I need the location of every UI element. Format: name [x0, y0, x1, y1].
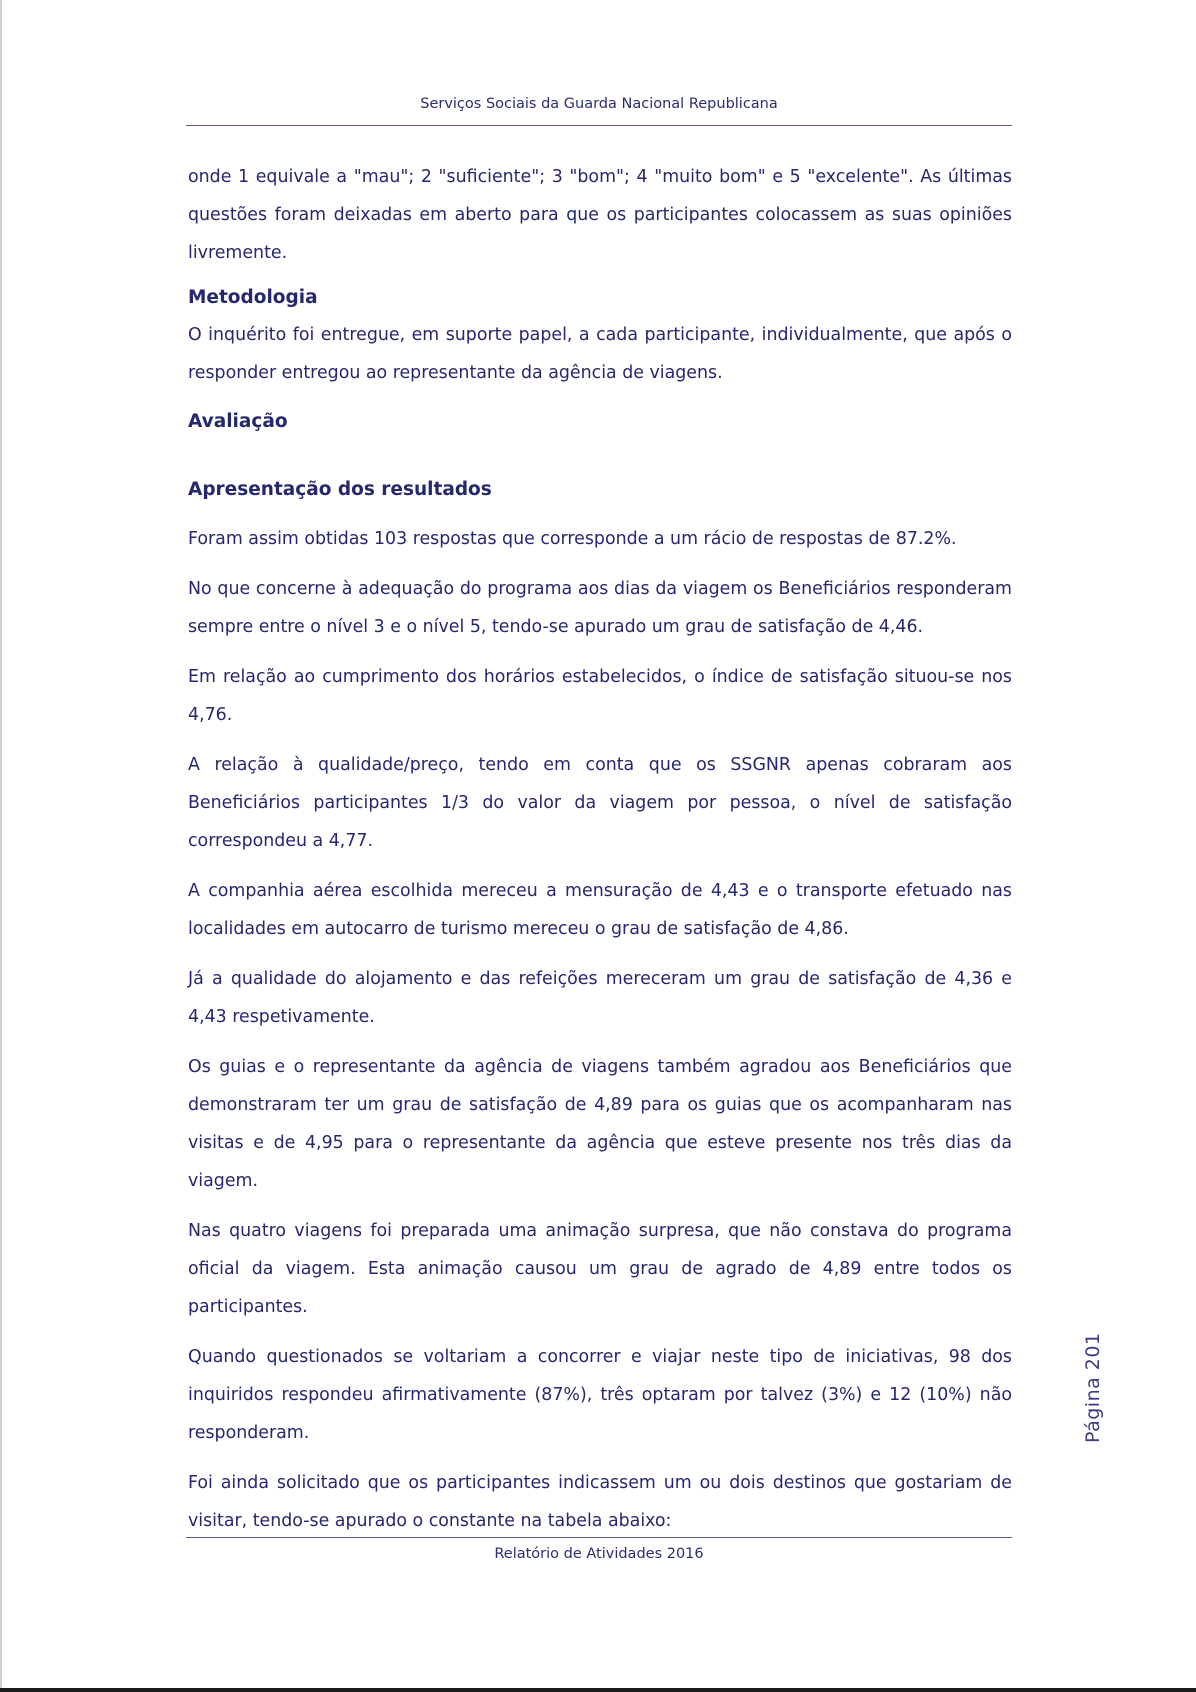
results-paragraph: A relação à qualidade/preço, tendo em conta que os SSGNR apenas cobraram aos Beneficiários participantes 1/3 do valor da viagem por pessoa, o nível de satisfação correspondeu a 4,77. — [188, 755, 1012, 851]
page-number: Página 201 — [1082, 1332, 1104, 1443]
intro-paragraph: onde 1 equivale a "mau"; 2 "suficiente"; 3 "bom"; 4 "muito bom" e 5 "excelente". As últimas questões foram deixadas em aberto para que os participantes colocassem as suas opiniões livremente. — [188, 167, 1012, 263]
results-paragraph: Os guias e o representante da agência de viagens também agradou aos Beneficiários que demonstraram ter um grau de satisfação de 4,89 para os guias que os acompanharam nas visitas e de 4,95 para o representante da agência que esteve presente nos três dias da viagem. — [188, 1057, 1012, 1191]
metodologia-paragraph: O inquérito foi entregue, em suporte papel, a cada participante, individualmente, que após o responder entregou ao representante da agência de viagens. — [188, 325, 1012, 383]
page-footer: Relatório de Atividades 2016 — [494, 1546, 704, 1562]
results-paragraph: Foi ainda solicitado que os participantes indicassem um ou dois destinos que gostariam de visitar, tendo-se apurado o constante na tabela abaixo: — [188, 1473, 1012, 1531]
page-body — [188, 158, 1012, 1540]
results-paragraph: Já a qualidade do alojamento e das refeições mereceram um grau de satisfação de 4,36 e 4,43 respetivamente. — [188, 969, 1012, 1027]
section-heading-resultados: Apresentação dos resultados — [188, 479, 492, 500]
results-paragraph: Quando questionados se voltariam a concorrer e viajar neste tipo de iniciativas, 98 dos inquiridos respondeu afirmativamente (87%), três optaram por talvez (3%) e 12 (10%) não responderam. — [188, 1347, 1012, 1443]
results-paragraph: Foram assim obtidas 103 respostas que corresponde a um rácio de respostas de 87.2%. — [188, 529, 957, 549]
footer-rule — [186, 1537, 1012, 1538]
results-paragraph: Em relação ao cumprimento dos horários estabelecidos, o índice de satisfação situou-se nos 4,76. — [188, 667, 1012, 725]
results-paragraph: No que concerne à adequação do programa aos dias da viagem os Beneficiários responderam sempre entre o nível 3 e o nível 5, tendo-se apurado um grau de satisfação de 4,46. — [188, 579, 1012, 637]
scan-edge — [0, 0, 2, 1692]
header-rule — [186, 125, 1012, 126]
results-paragraph: A companhia aérea escolhida mereceu a mensuração de 4,43 e o transporte efetuado nas localidades em autocarro de turismo mereceu o grau de satisfação de 4,86. — [188, 881, 1012, 939]
scan-edge-bottom — [0, 1688, 1196, 1692]
section-heading-metodologia: Metodologia — [188, 287, 318, 308]
page-header: Serviços Sociais da Guarda Nacional Republicana — [420, 96, 778, 112]
results-paragraph: Nas quatro viagens foi preparada uma animação surpresa, que não constava do programa oficial da viagem. Esta animação causou um grau de agrado de 4,89 entre todos os participantes. — [188, 1221, 1012, 1317]
section-heading-avaliacao: Avaliação — [188, 411, 288, 432]
